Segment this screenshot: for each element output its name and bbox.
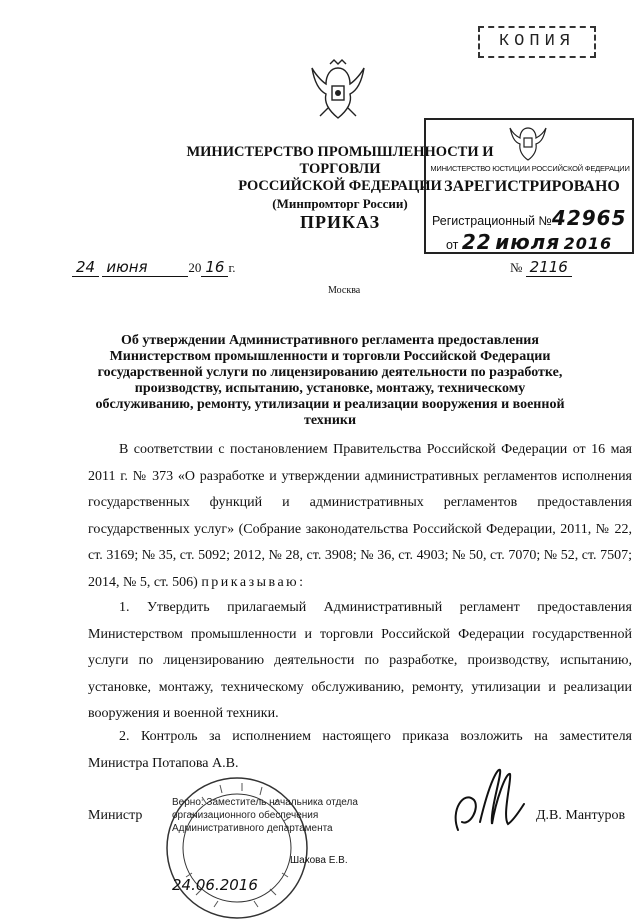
order-date [72,258,236,277]
certification-date: 24.06.2016 [172,876,258,894]
handwritten-signature [440,760,540,840]
order-number [510,258,572,277]
clause-2 [88,724,632,777]
registration-date-day: 22 [461,230,492,254]
clause-2-text: 2. Контроль за исполнением настоящего приказа возложить на заместителя Министра Потапова А.В. [88,729,632,771]
city: Москва [328,285,361,296]
clause-1 [88,595,632,728]
document-type: ПРИКАЗ [300,212,381,232]
registration-date-year: 2016 [563,234,613,253]
order-date-year-prefix: 20 [188,260,202,275]
coat-of-arms-emblem [310,58,366,122]
certification-note [172,796,362,835]
registration-date-month: июля [495,230,561,254]
registration-number-label: Регистрационный № [432,214,552,228]
certification-line-2: организационного обеспечения [172,810,319,821]
order-number-label: № [510,260,523,275]
copy-stamp: КОПИЯ [478,26,596,58]
signatory-position: Министр [88,808,143,823]
registration-date-line [446,230,612,254]
registration-status: ЗАРЕГИСТРИРОВАНО [444,178,620,195]
order-date-month: июня [102,258,188,277]
preamble-paragraph [88,437,632,596]
registration-stamp [424,118,634,254]
order-word: приказываю: [201,574,306,590]
clause-1-text: 1. Утвердить прилагаемый Административный регламент предоставления Министерством промышленности и торговли Российской Федерации государственной услуги по лицензированию деятельности по разработке, производству, испытанию, установке, монтажу, техническому обслуживанию, ремонту, утилизации и реализации вооружения и военной техники. [88,600,632,721]
ministry-short-name: (Минпромторг России) [272,196,408,211]
registration-number: 42965 [551,206,627,230]
certifier-name: Шахова Е.В. [290,855,348,866]
certification-line-1: Верно: Заместитель начальника отдела [172,797,358,808]
eagle-icon [508,122,548,162]
registration-date-label: от [446,238,459,252]
signatory-name: Д.В. Мантуров [536,808,626,823]
order-number-value: 2116 [526,258,572,277]
registration-number-line [432,206,627,230]
order-title: Об утверждении Административного регламента предоставления Министерством промышленности и торговли Российской Федерации государственной услуги по лицензированию деятельности по разработке, производству, испытанию, установке, монтажу, техническому обслуживанию, ремонту, утилизации и реализации вооружения и военной техники [95,333,565,428]
certification-line-3: Административного департамента [172,823,333,834]
order-date-day: 24 [72,258,99,277]
order-date-year-suffix: 16 [201,258,228,277]
order-date-year-end: г. [228,260,236,275]
registration-authority: МИНИСТЕРСТВО ЮСТИЦИИ РОССИЙСКОЙ ФЕДЕРАЦИИ [430,164,630,173]
ministry-name-line2: РОССИЙСКОЙ ФЕДЕРАЦИИ [238,178,442,194]
preamble-text: В соответствии с постановлением Правительства Российской Федерации от 16 мая 2011 г. № 373 «О разработке и утверждении административных регламентов исполнения государственных функций и административных регламентов предоставления государственных услуг» (Собрание законодательства Российской Федерации, 2011, № 22, ст. 3169; № 35, ст. 5092; 2012, № 28, ст. 3908; № 36, ст. 4903; № 50, ст. 7070; № 52, ст. 7507; 2014, № 5, ст. 506) [88,442,632,590]
ministry-name-line1: МИНИСТЕРСТВО ПРОМЫШЛЕННОСТИ И ТОРГОВЛИ [186,144,494,177]
